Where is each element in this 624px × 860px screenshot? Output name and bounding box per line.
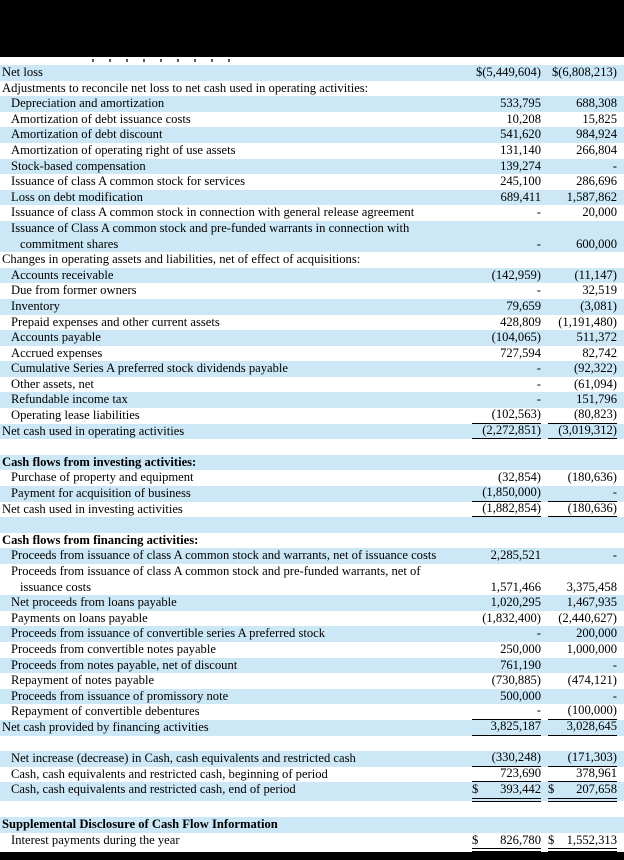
value-col1: [472, 611, 541, 627]
value-col2: [548, 268, 617, 284]
amount-value: (61,094): [573, 376, 617, 391]
value-col1: [472, 252, 541, 268]
amount-value: (474,121): [567, 673, 617, 688]
row-label-line2: commitment shares: [20, 236, 119, 251]
value-col2: [548, 720, 617, 736]
value-col1: [472, 689, 541, 705]
table-row: [0, 689, 624, 705]
row-label: Proceeds from issuance of class A common stock and warrants, net of issuance costs: [11, 548, 437, 563]
table-row: [0, 221, 624, 252]
value-col2: [548, 96, 617, 112]
amount-value: 378,961: [576, 765, 617, 780]
amount-value: (1,882,854): [482, 500, 541, 515]
row-label: Proceeds from notes payable, net of discount: [11, 657, 238, 672]
row-label: Net cash used in operating activities: [2, 423, 185, 438]
table-row: [0, 299, 624, 315]
dollar-sign: $: [548, 832, 555, 847]
amount-value: (11,147): [574, 267, 617, 282]
row-label: Payments on loans payable: [11, 610, 148, 625]
row-label: Net cash provided by financing activities: [2, 719, 209, 734]
amount-value: (100,000): [567, 703, 617, 718]
row-label: Proceeds from issuance of convertible series A preferred stock: [11, 626, 326, 641]
table-row: [0, 533, 624, 549]
amount-value: 10,208: [506, 111, 541, 126]
row-label-line1: Issuance of Class A common stock and pre-funded warrants in connection with: [11, 220, 410, 235]
value-col1: [472, 817, 541, 833]
amount-value: $(5,449,604): [475, 65, 541, 79]
value-col1: [472, 424, 541, 440]
table-row: [0, 330, 624, 346]
table-row: [0, 252, 624, 268]
table-row: [0, 767, 624, 783]
row-label: Amortization of debt issuance costs: [11, 111, 191, 126]
table-row: [0, 81, 624, 97]
value-col2: [548, 767, 617, 783]
amount-value: -: [536, 703, 541, 718]
value-col2: [548, 548, 617, 564]
value-col2: [548, 392, 617, 408]
value-col1: [472, 408, 541, 424]
row-label: Accounts receivable: [11, 267, 114, 282]
value-col1: [472, 190, 541, 206]
amount-value: 1,020,295: [490, 595, 541, 610]
amount-value: (1,191,480): [558, 314, 617, 329]
amount-value: 20,000: [582, 205, 617, 220]
table-row: [0, 817, 624, 833]
amount-value: 1,000,000: [566, 641, 617, 656]
amount-value: 1,587,862: [566, 189, 617, 204]
amount-value: -: [536, 376, 541, 391]
amount-value: 3,028,645: [566, 718, 617, 733]
row-label: Cash, cash equivalents and restricted cash, end of period: [11, 782, 296, 797]
value-col1: [472, 470, 541, 486]
amount-value: 15,825: [582, 111, 617, 126]
table-row: [0, 704, 624, 720]
row-label: Due from former owners: [11, 283, 137, 298]
amount-value: 250,000: [500, 641, 541, 656]
value-col2: [548, 299, 617, 315]
amount-value: (2,272,851): [482, 422, 541, 437]
amount-value: 131,140: [500, 142, 541, 157]
value-col2: [548, 782, 617, 801]
row-label: Other assets, net: [11, 376, 94, 391]
value-col2: [548, 424, 617, 440]
amount-value: -: [536, 626, 541, 641]
row-label: Issuance of class A common stock for services: [11, 174, 245, 189]
row-label-line1: Proceeds from issuance of class A common stock and pre-funded warrants, net of: [11, 564, 421, 578]
value-col2: [548, 817, 617, 833]
value-col2: [548, 330, 617, 346]
row-label: Depreciation and amortization: [11, 96, 165, 111]
value-col1: [472, 330, 541, 346]
table-row: [0, 283, 624, 299]
amount-value: 151,796: [576, 392, 617, 407]
value-col1: [472, 833, 541, 852]
value-col2: [548, 221, 617, 252]
table-row: [0, 642, 624, 658]
table-row: [0, 833, 624, 852]
amount-value: 82,742: [582, 345, 617, 360]
value-col2: [548, 143, 617, 159]
amount-value: -: [612, 158, 617, 173]
value-col1: [472, 81, 541, 97]
value-col1: [472, 704, 541, 720]
value-col2: [548, 502, 617, 518]
amount-value: -: [612, 485, 617, 500]
amount-value: 984,924: [576, 127, 617, 142]
table-row: [0, 424, 624, 440]
value-col2: [548, 408, 617, 424]
table-row: [0, 548, 624, 564]
amount-value: -: [536, 392, 541, 407]
value-col2: [548, 689, 617, 705]
table-row: [0, 611, 624, 627]
amount-value: -: [536, 236, 541, 251]
value-col1: [472, 782, 541, 801]
amount-value: (3,019,312): [558, 422, 617, 437]
row-label: Cash, cash equivalents and restricted cash, beginning of period: [11, 766, 328, 781]
value-col1: [472, 658, 541, 674]
table-row: [0, 673, 624, 689]
table-row: [0, 470, 624, 486]
row-label: Issuance of class A common stock in connection with general release agreement: [11, 205, 415, 220]
amount-value: 688,308: [576, 96, 617, 111]
amount-value: 1,571,466: [490, 579, 541, 594]
amount-value: (180,636): [567, 500, 617, 515]
amount-value: 826,780: [500, 832, 541, 847]
value-col1: [472, 361, 541, 377]
amount-value: 139,274: [500, 158, 541, 173]
amount-value: 428,809: [500, 314, 541, 329]
amount-value: -: [536, 283, 541, 298]
value-col2: [548, 611, 617, 627]
row-label-line2: issuance costs: [20, 579, 91, 594]
amount-value: (92,322): [573, 361, 617, 376]
value-col1: [472, 767, 541, 783]
row-label: Net loss: [2, 65, 43, 79]
table-row: [0, 127, 624, 143]
value-col2: [548, 252, 617, 268]
value-col2: [548, 642, 617, 658]
amount-value: 393,442: [500, 782, 541, 797]
table-row: [0, 190, 624, 206]
value-col2: [548, 315, 617, 331]
value-col1: [472, 564, 541, 595]
value-col2: [548, 673, 617, 689]
row-label: Prepaid expenses and other current assets: [11, 314, 220, 329]
value-col1: [472, 143, 541, 159]
row-label: Cumulative Series A preferred stock dividends payable: [11, 361, 288, 376]
value-col2: [548, 564, 617, 595]
table-row: [0, 455, 624, 471]
row-label: Net proceeds from loans payable: [11, 595, 177, 610]
row-label: Amortization of debt discount: [11, 127, 163, 142]
table-row: [0, 751, 624, 767]
amount-value: 511,372: [576, 330, 617, 345]
table-row: [0, 96, 624, 112]
value-col2: [548, 346, 617, 362]
table-row: [0, 377, 624, 393]
amount-value: 541,620: [500, 127, 541, 142]
bottom-rule-bar: [0, 852, 624, 860]
amount-value: 600,000: [576, 236, 617, 251]
value-col2: [548, 174, 617, 190]
value-col2: [548, 455, 617, 471]
row-label: Payment for acquisition of business: [11, 486, 191, 501]
row-label: Net cash used in investing activities: [2, 501, 183, 516]
value-col1: [472, 268, 541, 284]
amount-value: 79,659: [506, 298, 541, 313]
row-label: Cash flows from financing activities:: [2, 532, 199, 547]
value-col2: [548, 159, 617, 175]
table-row: [0, 626, 624, 642]
amount-value: 761,190: [500, 657, 541, 672]
value-col2: [548, 833, 617, 852]
amount-value: (730,885): [491, 673, 541, 688]
amount-value: (330,248): [491, 750, 541, 765]
table-row: [0, 65, 624, 81]
amount-value: 1,552,313: [566, 832, 617, 847]
value-col1: [472, 751, 541, 767]
table-row: [0, 658, 624, 674]
row-label: Adjustments to reconcile net loss to net cash used in operating activities:: [2, 80, 369, 95]
amount-value: -: [612, 688, 617, 703]
table-row: [0, 486, 624, 502]
dollar-sign: $: [548, 782, 555, 797]
value-col1: [472, 595, 541, 611]
value-col1: [472, 626, 541, 642]
amount-value: 2,285,521: [490, 548, 541, 563]
value-col2: [548, 377, 617, 393]
table-row: [0, 205, 624, 221]
amount-value: 723,690: [500, 765, 541, 780]
row-label: Amortization of operating right of use assets: [11, 142, 236, 157]
value-col2: [548, 283, 617, 299]
value-col1: [472, 96, 541, 112]
value-col1: [472, 720, 541, 736]
table-row: [0, 143, 624, 159]
statement-table: [0, 65, 624, 852]
value-col1: [472, 283, 541, 299]
row-label: Purchase of property and equipment: [11, 470, 194, 485]
table-row: [0, 315, 624, 331]
amount-value: 727,594: [500, 345, 541, 360]
obscured-text-remnant: [0, 57, 624, 65]
value-col1: [472, 377, 541, 393]
value-col1: [472, 533, 541, 549]
table-row: [0, 564, 624, 595]
row-label: Operating lease liabilities: [11, 408, 140, 423]
value-col1: [472, 159, 541, 175]
value-col2: [548, 65, 617, 81]
value-col2: [548, 361, 617, 377]
value-col1: [472, 392, 541, 408]
dollar-sign: $: [472, 832, 479, 847]
spacer-row: [0, 801, 624, 817]
table-row: [0, 112, 624, 128]
amount-value: -: [536, 361, 541, 376]
value-col2: [548, 127, 617, 143]
row-label: Accounts payable: [11, 330, 101, 345]
table-row: [0, 595, 624, 611]
row-label: Repayment of notes payable: [11, 673, 155, 688]
value-col2: [548, 205, 617, 221]
value-col2: [548, 595, 617, 611]
amount-value: (2,440,627): [558, 610, 617, 625]
value-col1: [472, 65, 541, 81]
value-col2: [548, 190, 617, 206]
amount-value: (104,065): [491, 330, 541, 345]
row-label: Inventory: [11, 298, 60, 313]
value-col1: [472, 455, 541, 471]
table-row: [0, 392, 624, 408]
amount-value: (3,081): [580, 298, 617, 313]
amount-value: 207,658: [576, 782, 617, 797]
value-col2: [548, 626, 617, 642]
spacer-row: [0, 736, 624, 752]
table-row: [0, 782, 624, 801]
row-label: Repayment of convertible debentures: [11, 704, 200, 719]
amount-value: 1,467,935: [566, 595, 617, 610]
redacted-header-bar: [0, 0, 624, 57]
value-col1: [472, 673, 541, 689]
row-label: Supplemental Disclosure of Cash Flow Information: [2, 816, 278, 831]
value-col2: [548, 704, 617, 720]
value-col2: [548, 658, 617, 674]
table-row: [0, 174, 624, 190]
amount-value: 533,795: [500, 96, 541, 111]
row-label: Changes in operating assets and liabilities, net of effect of acquisitions:: [2, 252, 361, 267]
amount-value: 266,804: [576, 142, 617, 157]
amount-value: 500,000: [500, 688, 541, 703]
row-label: Cash flows from investing activities:: [2, 454, 197, 469]
amount-value: 245,100: [500, 174, 541, 189]
value-col2: [548, 81, 617, 97]
value-col1: [472, 502, 541, 518]
value-col1: [472, 315, 541, 331]
row-label: Net increase (decrease) in Cash, cash equivalents and restricted cash: [11, 751, 356, 766]
value-col1: [472, 112, 541, 128]
amount-value: 3,375,458: [566, 579, 617, 594]
table-row: [0, 346, 624, 362]
value-col1: [472, 174, 541, 190]
value-col2: [548, 751, 617, 767]
table-row: [0, 361, 624, 377]
amount-value: (1,832,400): [482, 610, 541, 625]
value-col2: [548, 533, 617, 549]
amount-value: (180,636): [567, 470, 617, 485]
value-col2: [548, 470, 617, 486]
value-col1: [472, 221, 541, 252]
amount-value: 32,519: [582, 283, 617, 298]
amount-value: (142,959): [491, 267, 541, 282]
value-col2: [548, 112, 617, 128]
amount-value: -: [612, 548, 617, 563]
amount-value: (80,823): [573, 407, 617, 422]
value-col1: [472, 642, 541, 658]
amount-value: -: [612, 657, 617, 672]
amount-value: 286,696: [576, 174, 617, 189]
table-row: [0, 720, 624, 736]
value-col2: [548, 486, 617, 502]
value-col1: [472, 346, 541, 362]
amount-value: (171,303): [567, 750, 617, 765]
row-label: Stock-based compensation: [11, 158, 146, 173]
amount-value: 200,000: [576, 626, 617, 641]
spacer-row: [0, 439, 624, 455]
row-label: Loss on debt modification: [11, 189, 143, 204]
dollar-sign: $: [472, 782, 479, 797]
amount-value: $(6,808,213): [551, 65, 617, 79]
value-col1: [472, 299, 541, 315]
amount-value: (1,850,000): [482, 485, 541, 500]
amount-value: (102,563): [491, 407, 541, 422]
spacer-row: [0, 517, 624, 533]
row-label: [0, 564, 472, 595]
table-row: [0, 502, 624, 518]
value-col1: [472, 205, 541, 221]
table-row: [0, 408, 624, 424]
value-col1: [472, 486, 541, 502]
row-label: [0, 221, 472, 252]
row-label: Refundable income tax: [11, 392, 128, 407]
row-label: Interest payments during the year: [11, 832, 180, 847]
amount-value: -: [536, 205, 541, 220]
table-row: [0, 268, 624, 284]
table-row: [0, 159, 624, 175]
row-label: Proceeds from issuance of promissory note: [11, 688, 229, 703]
value-col1: [472, 127, 541, 143]
row-label: Accrued expenses: [11, 345, 103, 360]
amount-value: 3,825,187: [490, 718, 541, 733]
amount-value: (32,854): [497, 470, 541, 485]
value-col1: [472, 548, 541, 564]
row-label: Proceeds from convertible notes payable: [11, 641, 216, 656]
amount-value: 689,411: [500, 189, 541, 204]
